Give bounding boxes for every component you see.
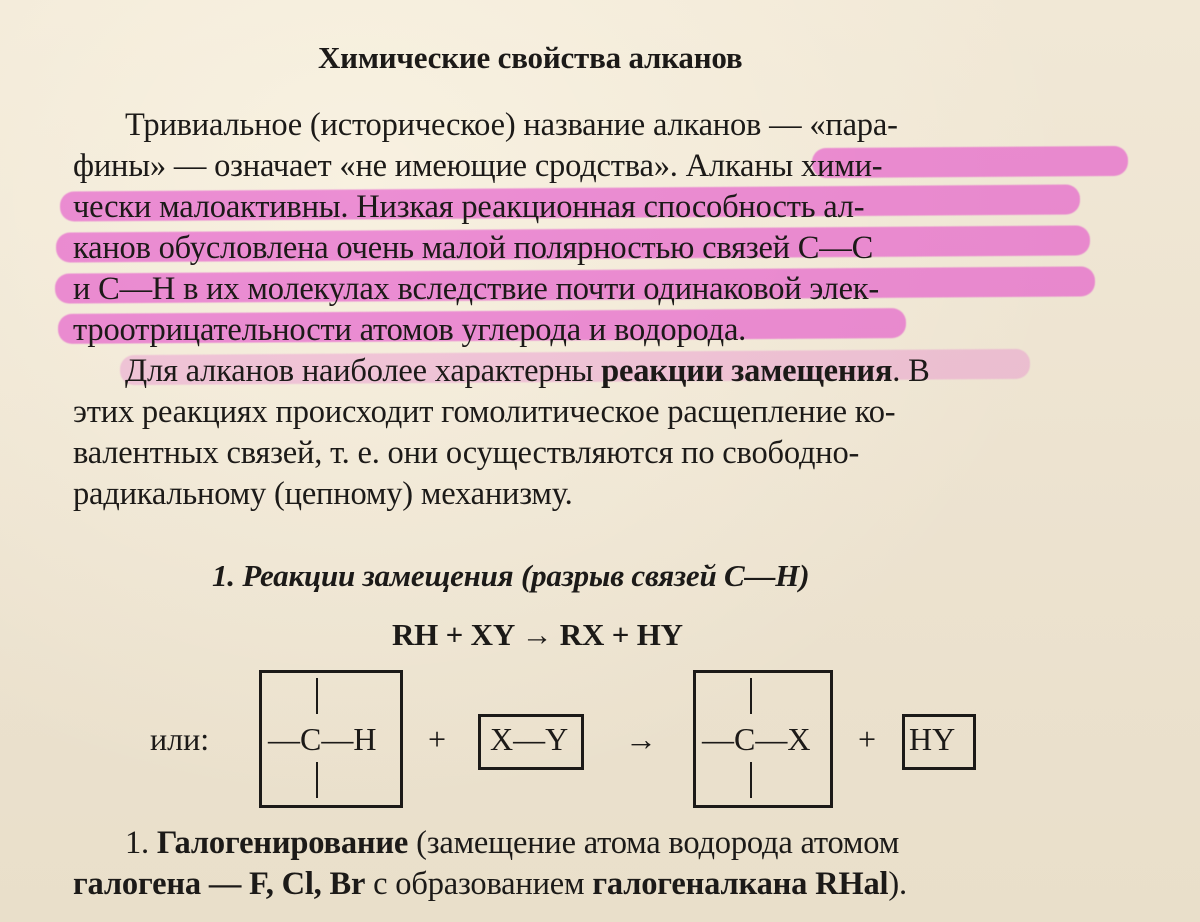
list-text: с образованием bbox=[365, 866, 593, 902]
product-formula: —C—X bbox=[702, 721, 811, 757]
reagent-formula: X—Y bbox=[490, 721, 569, 757]
paragraph-text: Для алканов наиболее характерны bbox=[125, 353, 602, 389]
list-number: 1. bbox=[125, 825, 157, 861]
paragraph-line: фины» — означает «не имеющие сродства». Алканы хими- bbox=[73, 148, 883, 184]
paragraph-line: и С—Н в их молекулах вследствие почти одинаковой элек- bbox=[73, 271, 880, 307]
bond-line bbox=[316, 678, 318, 714]
arrow-icon: → bbox=[625, 721, 657, 757]
bold-term: галогеналкана RHal bbox=[592, 866, 889, 902]
bold-term: реакции замещения bbox=[601, 353, 893, 389]
byproduct-formula: HY bbox=[909, 721, 956, 757]
bold-term: Галогенирование bbox=[156, 825, 409, 861]
bond-line bbox=[750, 678, 752, 714]
bond-line bbox=[750, 762, 752, 798]
or-label: или: bbox=[150, 721, 210, 757]
plus-sign: + bbox=[428, 721, 447, 757]
paragraph-line bbox=[125, 351, 930, 391]
paragraph-line: чески малоактивны. Низкая реакционная способность ал- bbox=[73, 189, 865, 225]
reactant-formula: —C—H bbox=[268, 721, 377, 757]
paragraph-text: . В bbox=[892, 353, 930, 389]
paragraph-line: канов обусловлена очень малой полярностью связей С—С bbox=[73, 230, 874, 266]
paragraph-line: радикальному (цепному) механизму. bbox=[73, 476, 573, 512]
page-title: Химические свойства алканов bbox=[318, 40, 743, 75]
paragraph-line: Тривиальное (историческое) название алканов — «пара- bbox=[125, 107, 898, 143]
plus-sign: + bbox=[858, 721, 877, 757]
general-equation: RH + XY → RX + HY bbox=[392, 617, 683, 652]
paragraph-line: этих реакциях происходит гомолитическое расщепление ко- bbox=[73, 394, 896, 430]
section-heading: 1. Реакции замещения (разрыв связей С—Н) bbox=[212, 558, 810, 593]
paragraph-line: валентных связей, т. е. они осуществляются по свободно- bbox=[73, 435, 860, 471]
list-item-line bbox=[73, 864, 907, 904]
paragraph-line: троотрицательности атомов углерода и водорода. bbox=[73, 312, 747, 348]
bond-line bbox=[316, 762, 318, 798]
bold-term: галогена — F, Cl, Br bbox=[73, 866, 366, 902]
list-text: ). bbox=[888, 866, 907, 902]
list-item-line bbox=[125, 823, 899, 863]
list-text: (замещение атома водорода атомом bbox=[408, 825, 900, 861]
